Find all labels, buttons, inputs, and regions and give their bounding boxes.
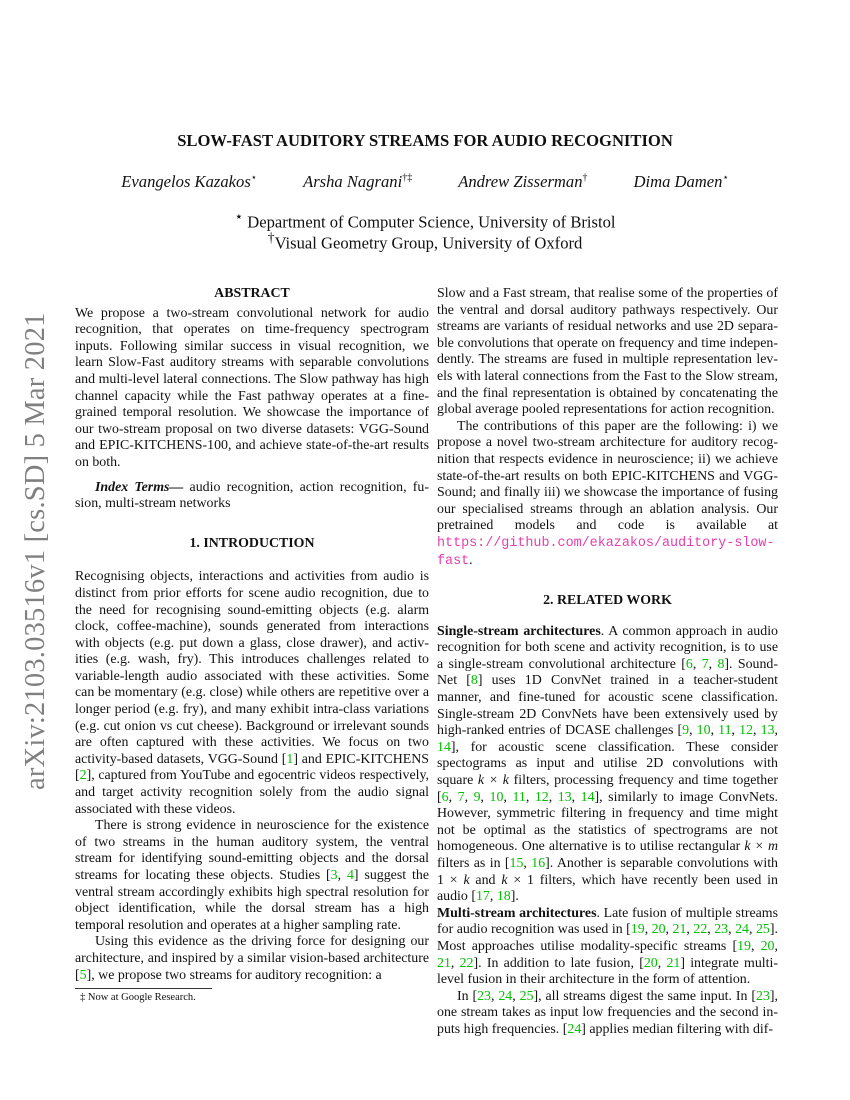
paragraph bbox=[437, 906, 778, 989]
right-column bbox=[437, 286, 778, 1039]
author-name: Arsha Nagrani bbox=[303, 172, 403, 191]
text: ]. In addition to late fusion, [ bbox=[473, 955, 644, 971]
citation-link[interactable]: 19 bbox=[630, 922, 645, 938]
author-mark: †‡ bbox=[402, 172, 413, 184]
text: In [ bbox=[457, 988, 478, 1004]
affiliation-mark: ⋆ bbox=[234, 209, 244, 224]
paragraph bbox=[75, 306, 429, 472]
citation-link[interactable]: 23 bbox=[756, 988, 770, 1004]
text: The contributions of this paper are the following: i) we propose a novel two-stream architecture for auditory recognition that respects evidence in neuroscience; ii) we achieve state-of-the-art results on both EPIC-KITCHENS and VGG-Sound; and finally iii) we showcase the importance of fusing our specialised streams through an ablation analysis. Our pretrained models and code is available at bbox=[437, 418, 778, 534]
paragraph bbox=[437, 989, 778, 1039]
text: , bbox=[707, 922, 715, 938]
text: ] applies median filtering with dif- bbox=[581, 1021, 773, 1037]
text: filters, processing frequency and time together [ bbox=[437, 773, 778, 805]
citation-link[interactable]: 25 bbox=[755, 922, 770, 938]
text: . bbox=[469, 552, 473, 568]
text: , bbox=[774, 938, 778, 954]
paragraph bbox=[75, 934, 429, 984]
text: and bbox=[469, 872, 502, 888]
author bbox=[303, 172, 412, 192]
paragraph bbox=[75, 818, 429, 934]
text: , bbox=[689, 723, 697, 739]
citation-link[interactable]: 20 bbox=[760, 938, 775, 954]
text: ], captured from YouTube and egocentric videos respectively, and target activity recognition solely from the audio signal associated with these videos. bbox=[75, 768, 429, 817]
citation-link[interactable]: 13 bbox=[557, 789, 572, 805]
author-mark: † bbox=[582, 172, 588, 184]
affiliation bbox=[0, 230, 850, 254]
text: ], for acoustic scene classification. These consider spectograms as input and utilise 2D convolutions with square bbox=[437, 739, 778, 789]
text: , bbox=[490, 988, 499, 1004]
text: Slow and a Fast stream, that realise some of the properties of the ventral and dorsal auditory pathways respectively. Our streams are variants of residual networks and use 2D separable convolutions that operate on frequency and time independently. The streams are fused in multiple representation levels with lateral connections from the Fast to the Slow stream, and the final representation is obtained by concatenating the global average pooled representations for action recognition. bbox=[437, 286, 778, 418]
citation-link[interactable]: 14 bbox=[437, 739, 451, 755]
citation-link[interactable]: 21 bbox=[666, 955, 681, 971]
math: k × m bbox=[744, 839, 779, 855]
introduction-heading: 1. INTRODUCTION bbox=[189, 535, 315, 551]
citation-link[interactable]: 20 bbox=[643, 955, 658, 971]
text: Using this evidence as the driving force for designing our architecture, and inspired by a similar vision-based architecture [ bbox=[75, 934, 429, 983]
text: ] and EPIC-KITCHENS [ bbox=[75, 751, 429, 784]
citation-link[interactable]: 16 bbox=[531, 856, 546, 871]
text: , bbox=[692, 656, 702, 672]
introduction-body bbox=[75, 569, 429, 984]
text: Recognising objects, interactions and activities from audio is distinct from prior efforts for scene audio recognition, due to the need for recognising sound-emitting objects (e.g. alarm clock, coffee-machine), sounds generated from interactions with objects (e.g. put down a glass, close drawer), and activities (e.g. wash, fry). This introduces challenges related to variable-length audio associated with these activities. Some can be momentary (e.g. close) while others are repetitive over a longer period (e.g. fry), and many exhibit intra-class variations (e.g. cut onion vs cut cheese). Background or irrelevant sounds are often captured with these activities. We focus on two activity-based datasets, VGG-Sound [ bbox=[75, 569, 429, 767]
citation-link[interactable]: 11 bbox=[512, 789, 526, 805]
text: , bbox=[464, 789, 474, 805]
citation-link[interactable]: 3 bbox=[330, 868, 338, 883]
text: There is strong evidence in neuroscience for the existence of two streams in the human auditory system, the ventral stream for identifying sound-emitting objects and the dorsal streams for locating these objects. Studies [ bbox=[75, 818, 429, 883]
text: , bbox=[571, 789, 581, 805]
citation-link[interactable]: 22 bbox=[459, 955, 474, 971]
text: , bbox=[731, 723, 740, 739]
text: , bbox=[686, 922, 694, 938]
text: , bbox=[774, 723, 779, 739]
introduction-continued bbox=[437, 286, 778, 570]
citation-link[interactable]: 20 bbox=[651, 922, 666, 938]
text: , bbox=[337, 868, 347, 883]
text: , bbox=[644, 922, 652, 938]
index-terms-label: Index Terms— bbox=[95, 479, 184, 495]
citation-link[interactable]: 4 bbox=[346, 868, 354, 883]
citation-link[interactable]: 6 bbox=[685, 656, 693, 672]
citation-link[interactable]: 14 bbox=[580, 789, 595, 805]
citation-link[interactable]: 24 bbox=[567, 1021, 582, 1037]
text: ] integrate multi-level fusion in their architecture in the form of attention. bbox=[437, 955, 778, 988]
citation-link[interactable]: 5 bbox=[79, 967, 87, 983]
affiliation-text: Department of Computer Science, University of Bristol bbox=[243, 212, 616, 232]
citation-link[interactable]: 24 bbox=[735, 922, 749, 938]
citation-link[interactable]: 2 bbox=[79, 768, 87, 784]
text: filters as in [ bbox=[437, 856, 510, 871]
citation-link[interactable]: 21 bbox=[437, 955, 451, 971]
paragraph bbox=[437, 624, 778, 906]
text: , bbox=[728, 922, 736, 938]
author bbox=[458, 172, 587, 192]
citation-link[interactable]: 8 bbox=[470, 673, 478, 689]
text: ] uses 1D ConvNet trained in a teacher-student manner, and fine-tuned for acoustic scene classification. Single-stream 2D ConvNets have been extensively used by high-ranked entries of DCASE challenges [ bbox=[437, 673, 779, 739]
text: ], similarly to image ConvNets. However, symmetric filtering in frequency and time might not be optimal as the statistics of spectrograms are not homogeneous. One alternative is to utilise rectangular bbox=[437, 789, 778, 855]
citation-link[interactable]: 18 bbox=[496, 889, 511, 905]
text: , bbox=[665, 922, 673, 938]
left-column bbox=[75, 286, 429, 984]
author-list bbox=[0, 172, 850, 192]
text: , bbox=[525, 789, 535, 805]
affiliation bbox=[0, 209, 850, 233]
text: , bbox=[523, 856, 532, 871]
citation-link[interactable]: 23 bbox=[714, 922, 729, 938]
abstract-body bbox=[75, 306, 429, 472]
citation-link[interactable]: 7 bbox=[457, 789, 465, 805]
text: , bbox=[489, 889, 497, 905]
text: ], all streams digest the same input. In [ bbox=[533, 988, 756, 1004]
affiliation-mark: † bbox=[267, 230, 275, 245]
run-in-heading: Single-stream architectures bbox=[437, 623, 601, 639]
author-mark: ⋆ bbox=[250, 172, 258, 184]
citation-link[interactable]: 6 bbox=[441, 789, 449, 805]
citation-link[interactable]: 22 bbox=[693, 922, 708, 938]
related-work-body bbox=[437, 624, 778, 1039]
text: , bbox=[512, 988, 520, 1004]
text: ]. Most approaches utilise modality-specific streams [ bbox=[437, 922, 778, 954]
citation-link[interactable]: 24 bbox=[498, 988, 513, 1004]
paragraph bbox=[75, 569, 429, 818]
text: ]. bbox=[510, 889, 519, 905]
paragraph bbox=[437, 286, 778, 419]
citation-link[interactable]: 13 bbox=[760, 723, 775, 739]
citation-link[interactable]: 23 bbox=[477, 988, 491, 1004]
index-terms bbox=[75, 480, 429, 513]
text: . Late fusion of multiple streams for audio recognition was used in [ bbox=[437, 905, 778, 938]
text: . A common approach in audio recognition for both scene and activity recognition, is to use a single-stream convolutional architecture [ bbox=[437, 623, 778, 672]
citation-link[interactable]: 8 bbox=[717, 656, 725, 672]
citation-link[interactable]: 12 bbox=[534, 789, 549, 805]
author-mark: ⋆ bbox=[722, 172, 729, 184]
math: k bbox=[463, 872, 470, 888]
citation-link[interactable]: 11 bbox=[718, 723, 732, 739]
text: , bbox=[750, 938, 761, 954]
text: , bbox=[503, 789, 513, 805]
citation-link[interactable]: 1 bbox=[286, 751, 294, 767]
text: , bbox=[710, 723, 719, 739]
text: , bbox=[657, 955, 667, 971]
footnote-rule bbox=[75, 988, 212, 989]
citation-link[interactable]: 9 bbox=[682, 723, 690, 739]
citation-link[interactable]: 25 bbox=[519, 988, 534, 1004]
citation-link[interactable]: 19 bbox=[737, 938, 751, 954]
text: , bbox=[548, 789, 558, 805]
citation-link[interactable]: 7 bbox=[701, 656, 709, 672]
citation-link[interactable]: 10 bbox=[696, 723, 711, 739]
text: , bbox=[450, 955, 460, 971]
citation-link[interactable]: 12 bbox=[739, 723, 754, 739]
affiliation-text: Visual Geometry Group, University of Oxford bbox=[274, 233, 583, 253]
text: We propose a two-stream convolutional network for audio recognition, that operates on time-frequency spectrogram inputs. Following similar success in visual recognition, we learn Slow-Fast auditory streams with separable convolutions and multi-level lateral connections. The Slow pathway has high channel capacity while the Fast pathway operates at a fine-grained temporal resolution. We showcase the importance of our two-stream proposal on two diverse datasets: VGG-Sound and EPIC-KITCHENS-100, and achieve state-of-the-art results on both. bbox=[75, 305, 429, 470]
text: ]. Another is separable convolutions with 1 × bbox=[437, 856, 778, 888]
author-name: Evangelos Kazakos bbox=[121, 172, 251, 191]
text: , bbox=[753, 723, 761, 739]
text: , bbox=[708, 656, 718, 672]
text: , bbox=[480, 789, 490, 805]
text: ], one stream takes as input low frequencies and the second inputs high frequencies. [ bbox=[437, 988, 778, 1037]
citation-link[interactable]: 15 bbox=[509, 856, 524, 871]
text: ]. SoundNet [ bbox=[437, 656, 778, 689]
text: , bbox=[748, 922, 756, 938]
math: k × k bbox=[477, 773, 509, 789]
text: ], we propose two streams for auditory recognition: a bbox=[86, 967, 382, 983]
citation-link[interactable]: 9 bbox=[473, 789, 481, 805]
author-name: Dima Damen bbox=[633, 172, 723, 191]
citation-link[interactable]: 10 bbox=[489, 789, 504, 805]
text: × 1 filters, which have recently been used in audio [ bbox=[437, 872, 778, 905]
math: k bbox=[501, 872, 508, 888]
author bbox=[121, 172, 257, 192]
paragraph bbox=[437, 419, 778, 570]
text: , bbox=[448, 789, 458, 805]
citation-link[interactable]: 21 bbox=[672, 922, 687, 938]
paper-title: SLOW-FAST AUDITORY STREAMS FOR AUDIO RECOGNITION bbox=[177, 131, 673, 150]
text: ] suggest the ventral stream accordingly exhibits high spectral resolution for object identification, while the dorsal stream has a high temporal resolution and operates at a higher sampling rate. bbox=[75, 868, 429, 933]
run-in-heading: Multi-stream architectures bbox=[437, 905, 597, 921]
paragraph bbox=[75, 480, 429, 513]
related-work-heading: 2. RELATED WORK bbox=[543, 593, 672, 609]
abstract-heading: ABSTRACT bbox=[214, 286, 290, 301]
code-url-link[interactable]: https://github.​com/ekazakos/auditory-slow-fast bbox=[437, 535, 775, 569]
text: audio recognition, action recognition, fusion, multi-stream networks bbox=[75, 479, 429, 512]
arxiv-stamp: arXiv:2103.03516v1 [cs.SD] 5 Mar 2021 bbox=[20, 312, 51, 790]
footnote: ‡ Now at Google Research. bbox=[80, 992, 196, 1003]
author-name: Andrew Zisserman bbox=[458, 172, 583, 191]
author bbox=[634, 172, 729, 192]
citation-link[interactable]: 17 bbox=[475, 889, 490, 905]
